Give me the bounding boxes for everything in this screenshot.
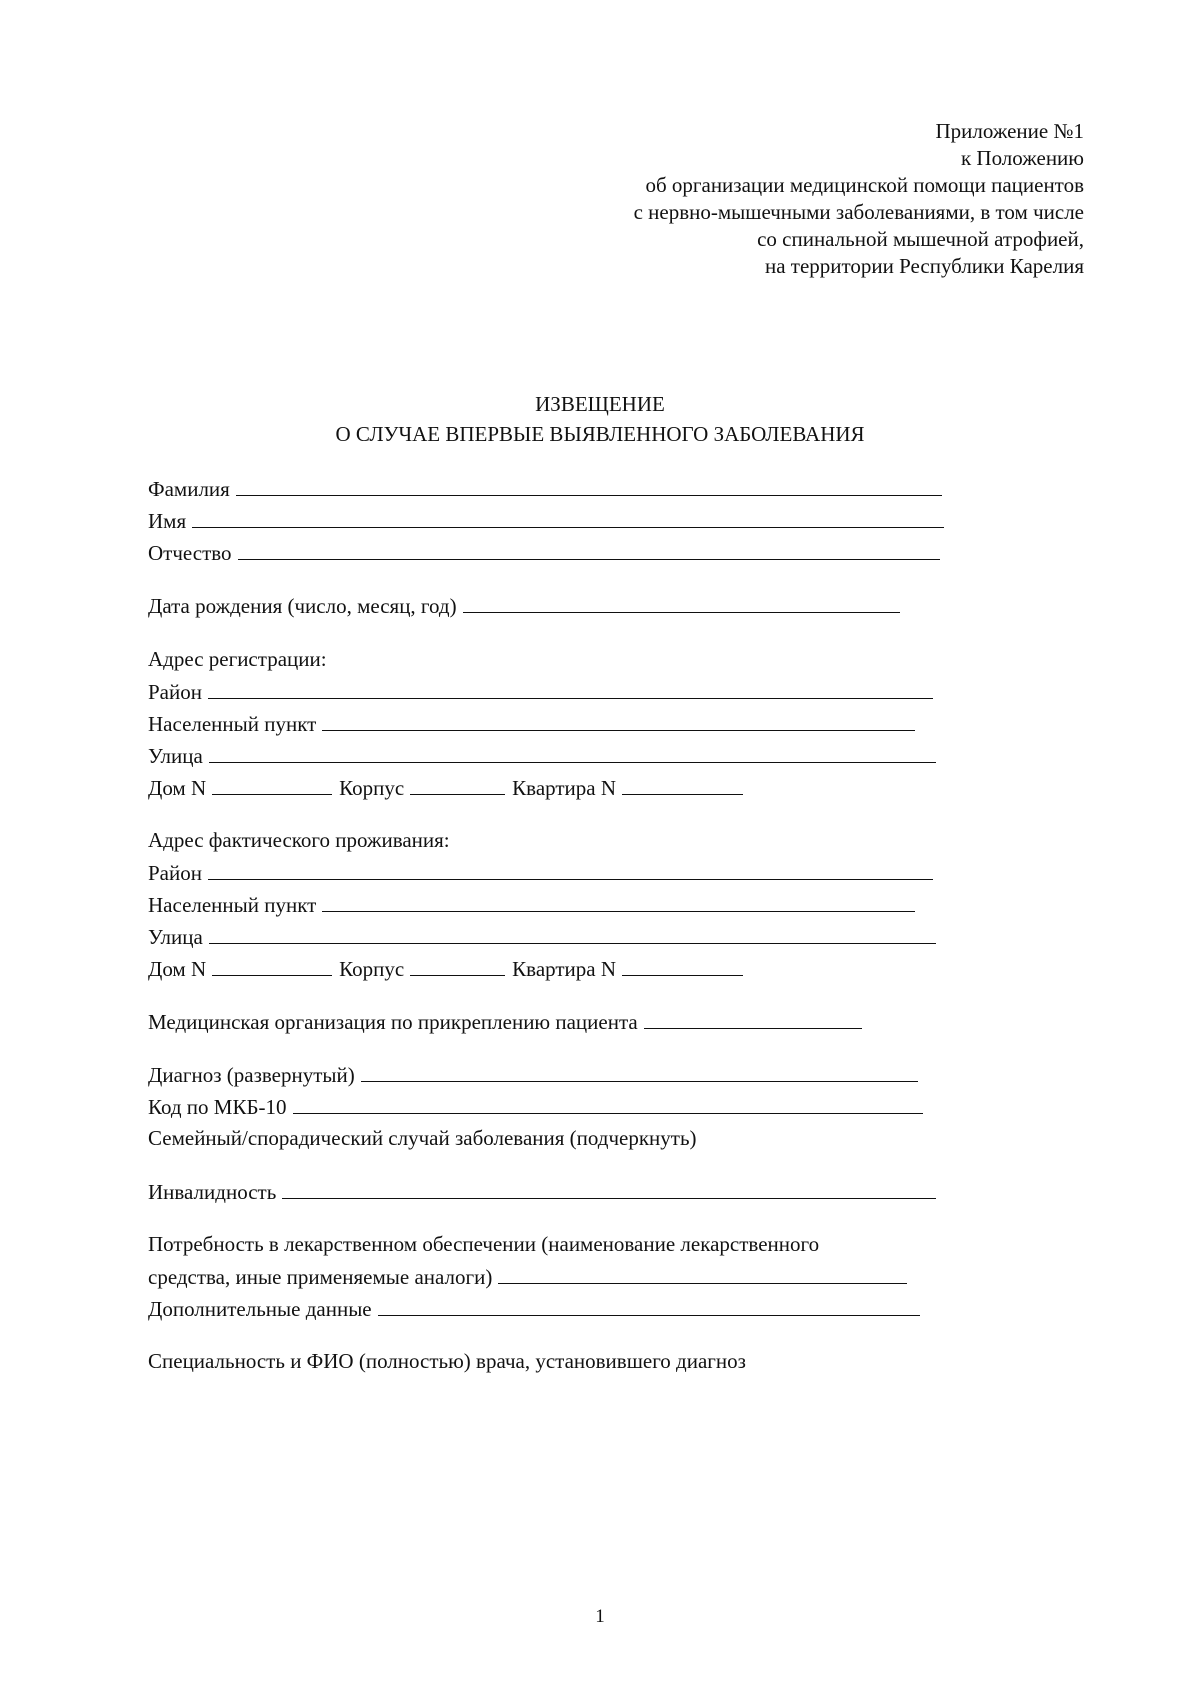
- actual-locality-field[interactable]: [322, 891, 915, 912]
- actual-locality-label: Населенный пункт: [148, 893, 317, 917]
- reg-building-field[interactable]: [410, 774, 505, 795]
- case-type-label: Семейный/спорадический случай заболевания (подчеркнуть): [148, 1126, 697, 1150]
- diagnosis-field[interactable]: [361, 1061, 918, 1082]
- actual-apartment-label: Квартира N: [512, 957, 617, 981]
- surname-label: Фамилия: [148, 477, 230, 501]
- drug-need-field[interactable]: [498, 1263, 907, 1284]
- med-org-row: [148, 1008, 862, 1035]
- reg-apartment-label: Квартира N: [512, 776, 617, 800]
- surname-row: [148, 475, 942, 502]
- actual-district-field[interactable]: [208, 859, 933, 880]
- actual-house-label: Дом N: [148, 957, 207, 981]
- actual-district-row: [148, 859, 933, 886]
- name-row: [148, 507, 944, 534]
- icd-code-row: [148, 1093, 923, 1120]
- appendix-line-5: со спинальной мышечной атрофией,: [757, 227, 1084, 251]
- document-title: [0, 389, 1200, 449]
- actual-street-field[interactable]: [209, 923, 936, 944]
- appendix-line-3: об организации медицинской помощи пациентов: [645, 173, 1084, 197]
- reg-locality-label: Населенный пункт: [148, 712, 317, 736]
- actual-locality-row: [148, 891, 915, 918]
- title-line-2: О СЛУЧАЕ ВПЕРВЫЕ ВЫЯВЛЕННОГО ЗАБОЛЕВАНИЯ: [335, 422, 865, 446]
- patronymic-row: [148, 539, 940, 566]
- actual-street-row: [148, 923, 936, 950]
- reg-house-field[interactable]: [212, 774, 332, 795]
- patronymic-label: Отчество: [148, 541, 232, 565]
- reg-district-label: Район: [148, 680, 202, 704]
- reg-apartment-field[interactable]: [622, 774, 743, 795]
- med-org-field[interactable]: [644, 1008, 862, 1029]
- birth-date-row: [148, 592, 900, 619]
- appendix-ref: к Положению: [960, 146, 1084, 170]
- name-label: Имя: [148, 509, 187, 533]
- reg-locality-field[interactable]: [322, 710, 915, 731]
- disability-row: [148, 1178, 936, 1205]
- actual-building-label: Корпус: [339, 957, 405, 981]
- actual-address-label: Адрес фактического проживания:: [148, 828, 450, 852]
- icd-code-field[interactable]: [293, 1093, 923, 1114]
- reg-house-row: [148, 774, 743, 801]
- actual-house-field[interactable]: [212, 955, 332, 976]
- birth-date-field[interactable]: [463, 592, 900, 613]
- med-org-label: Медицинская организация по прикреплению пациента: [148, 1010, 638, 1034]
- actual-house-row: [148, 955, 743, 982]
- reg-address-heading: [148, 646, 327, 672]
- actual-apartment-field[interactable]: [622, 955, 743, 976]
- actual-street-label: Улица: [148, 925, 203, 949]
- additional-row: [148, 1295, 920, 1322]
- drug-need-label-1: Потребность в лекарственном обеспечении (наименование лекарственного: [148, 1232, 820, 1256]
- appendix-number: Приложение №1: [935, 119, 1084, 143]
- name-field[interactable]: [192, 507, 944, 528]
- disability-label: Инвалидность: [148, 1180, 277, 1204]
- disability-field[interactable]: [282, 1178, 936, 1199]
- diagnosis-label: Диагноз (развернутый): [148, 1063, 355, 1087]
- doctor-row: [148, 1348, 746, 1374]
- appendix-line-4: с нервно-мышечными заболеваниями, в том числе: [633, 200, 1084, 224]
- icd-code-label: Код по МКБ-10: [148, 1095, 287, 1119]
- actual-address-heading: [148, 827, 450, 853]
- birth-date-label: Дата рождения (число, месяц, год): [148, 594, 457, 618]
- reg-district-row: [148, 678, 933, 705]
- reg-house-label: Дом N: [148, 776, 207, 800]
- case-type-row: [148, 1125, 697, 1151]
- drug-need-row-1: [148, 1231, 819, 1257]
- drug-need-label-2: средства, иные применяемые аналоги): [148, 1265, 493, 1289]
- surname-field[interactable]: [236, 475, 942, 496]
- title-line-1: ИЗВЕЩЕНИЕ: [535, 392, 665, 416]
- reg-street-row: [148, 742, 936, 769]
- appendix-header: [634, 118, 1084, 280]
- actual-district-label: Район: [148, 861, 202, 885]
- reg-street-label: Улица: [148, 744, 203, 768]
- patronymic-field[interactable]: [238, 539, 940, 560]
- reg-locality-row: [148, 710, 915, 737]
- reg-building-label: Корпус: [339, 776, 405, 800]
- drug-need-row-2: [148, 1263, 907, 1290]
- additional-field[interactable]: [378, 1295, 920, 1316]
- actual-building-field[interactable]: [410, 955, 505, 976]
- reg-street-field[interactable]: [209, 742, 936, 763]
- reg-address-label: Адрес регистрации:: [148, 647, 327, 671]
- diagnosis-row: [148, 1061, 918, 1088]
- additional-label: Дополнительные данные: [148, 1297, 372, 1321]
- page-number: 1: [595, 1606, 605, 1627]
- reg-district-field[interactable]: [208, 678, 933, 699]
- appendix-line-6: на территории Республики Карелия: [764, 254, 1084, 278]
- doctor-label: Специальность и ФИО (полностью) врача, установившего диагноз: [148, 1349, 746, 1373]
